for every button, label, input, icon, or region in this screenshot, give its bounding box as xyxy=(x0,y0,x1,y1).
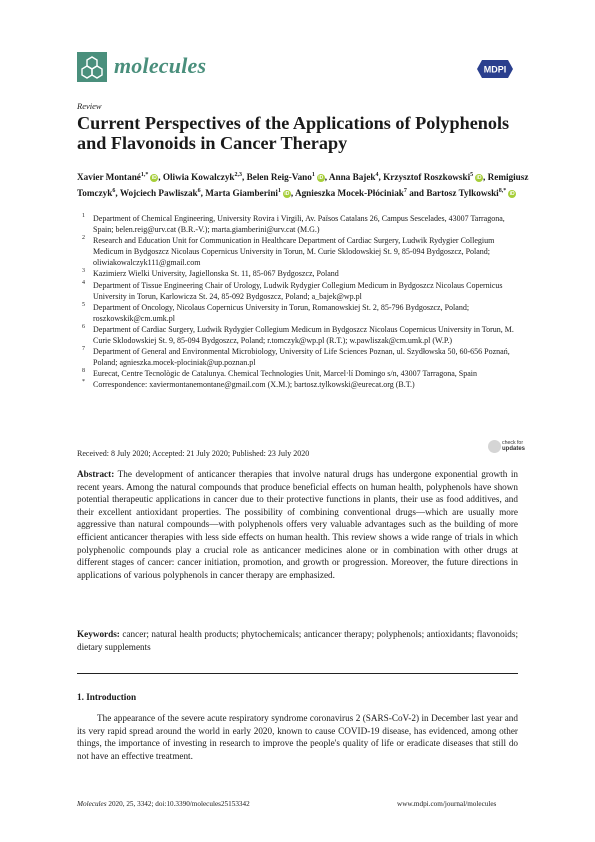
author-name: Krzysztof Roszkowski xyxy=(383,172,471,183)
affiliation-item xyxy=(77,235,517,268)
affiliation-item xyxy=(77,368,517,379)
affiliation-item xyxy=(77,346,517,368)
author-name: Anna Bajek xyxy=(328,172,376,183)
orcid-icon[interactable]: iD xyxy=(151,175,157,182)
author-affiliation-marker: 1 xyxy=(311,172,315,178)
affiliation-number: 1 xyxy=(82,213,85,219)
affiliation-text: Department of Chemical Engineering, University Rovira i Virgili, Av. Països Catalans 26, Campus Sescelades, 43007 Tarragona, Spain; belen.reig@urv.cat (B.R.-V.); marta.giamberini@urv.cat (M.G.) xyxy=(93,214,505,235)
footer-doi: 2020, 25, 3342; doi:10.3390/molecules25153342 xyxy=(106,800,250,808)
affiliation-list xyxy=(77,213,517,391)
affiliation-text: Kazimierz Wielki University, Jagiellonska St. 11, 85-067 Bydgoszcz, Poland xyxy=(93,269,339,279)
author-name: Belen Reig-Vano xyxy=(246,172,312,183)
affiliation-number: 7 xyxy=(82,346,85,353)
affiliation-text: Department of Tissue Engineering Chair of Urology, Ludwik Rydygier Collegium Medicum in Bydgoszcz Nicolaus Copernicus University in Torun, Karlowicza St. 24, 85-092 Bydgoszcz, Poland; a_bajek@wp.pl xyxy=(93,280,503,301)
author-name: Agnieszka Mocek-Płóciniak xyxy=(294,188,404,199)
author-name: Xavier Montané xyxy=(77,172,141,183)
check-updates-icon xyxy=(488,440,501,453)
author-affiliation-marker: 6 xyxy=(197,188,201,195)
affiliation-number: 3 xyxy=(82,268,85,275)
section-divider xyxy=(77,673,518,674)
affiliation-item xyxy=(77,213,517,235)
keywords-text: cancer; natural health products; phytochemicals; anticancer therapy; polyphenols; antioxidants; flavonoids; dietary supplements xyxy=(77,629,518,652)
affiliation-item xyxy=(77,268,517,279)
keywords xyxy=(77,628,518,653)
article-type: Review xyxy=(77,101,102,111)
abstract-label: Abstract: xyxy=(77,469,115,479)
check-for-updates-badge[interactable] xyxy=(488,438,526,458)
abstract xyxy=(77,468,518,581)
affiliation-text: Eurecat, Centre Tecnològic de Catalunya. Chemical Technologies Unit, Marcel·lí Domingo s/n, 43007 Tarragona, Spain xyxy=(93,369,477,379)
author-affiliation-marker: 1 xyxy=(278,188,281,195)
author-name: Bartosz Tylkowski xyxy=(426,188,499,199)
affiliation-number: 8 xyxy=(82,368,85,375)
publication-dates: Received: 8 July 2020; Accepted: 21 July 2020; Published: 23 July 2020 xyxy=(77,449,310,458)
orcid-icon[interactable]: iD xyxy=(284,191,290,198)
affiliation-number: 2 xyxy=(82,235,85,242)
orcid-icon[interactable]: iD xyxy=(318,175,324,182)
author-list: Xavier Montané$^{1,*}$ iD , Oliwia Kowalczyk$^{2,3}$, Belen Reig-Vano$^1$ iD , Anna Bajek$^4$, Krzysztof Roszkowski$^5$ iD , Remigiusz Tomczyk$^6$, Wojciech Pawliszak$^6$, Marta Giamberini$^1$ iD , Agnieszka Mocek-Płóciniak$^7$ and Bartosz Tylkowski$^{8,*}$ iD xyxy=(77,172,529,199)
orcid-icon[interactable]: iD xyxy=(509,191,515,198)
affiliation-text: Research and Education Unit for Communication in Healthcare Department of Cardiac Surgery, Ludwik Rydygier Collegium Medicum in Bydgoszcz Nicolaus Copernicus University in Torun, M. Curie Sklodowskiej St. 9, 85-094 Bydgoszcz, Poland; oliwiakowalczyk111@gmail.com xyxy=(93,236,495,268)
author-name: Remigiusz Tomczyk xyxy=(77,172,529,199)
affiliation-number: 6 xyxy=(82,323,85,330)
affiliation-text: Department of Cardiac Surgery, Ludwik Rydygier Collegium Medicum in Bydgoszcz Nicolaus Copernicus University in Torun, M. Curie Sklodowskiej St. 9, 85-094 Bydgoszcz, Poland; r.tomczyk@wp.pl (R.T.); w.pawliszak@cm.umk.pl (W.P.) xyxy=(93,324,514,346)
affiliation-text: Department of Oncology, Nicolaus Copernicus University in Torun, Romanowskiej St. 2, 85-796 Bydgoszcz, Poland; roszkowskik@cm.umk.pl xyxy=(93,302,470,323)
affiliation-text: Department of General and Environmental Microbiology, University of Life Sciences Poznan, ul. Szydłowska 50, 60-656 Poznań, Poland; agnieszka.mocek-plociniak@up.poznan.pl xyxy=(93,347,510,368)
abstract-text: The development of anticancer therapies that involve natural drugs has undergone exponential growth in recent years. Among the natural compounds that produce beneficial effects on human health, polyphenols have shown potential therapeutic applications in cancer due to their protective functions in plants, their use as food additives, and their excellent antioxidant properties. The possibility of combining conventional drugs—which are usually more aggressive than natural compounds—with polyphenols offers very valuable advantages such as the building of more efficient anticancer therapies with less side effects on human health. This review shows a wide range of trials in which polyphenolic compounds play a crucial role as anticancer medicines alone or in combination with other drugs at different stages of cancer: cancer initiation, promotion, and growth or progression. Moreover, the future directions in applications of various polyphenols in cancer therapy are emphasized. xyxy=(77,469,518,580)
affiliation-item xyxy=(77,280,517,302)
journal-logo-icon xyxy=(77,52,107,82)
author-name: Marta Giamberini xyxy=(205,188,278,199)
author-affiliation-marker: 7 xyxy=(403,188,407,195)
keywords-label: Keywords: xyxy=(77,629,120,639)
affiliation-number: * xyxy=(82,379,85,386)
journal-name: molecules xyxy=(114,53,207,78)
affiliation-item xyxy=(77,302,517,324)
section-paragraph: The appearance of the severe acute respiratory syndrome coronavirus 2 (SARS-CoV-2) in December last year and its very rapid spread around the world in early 2020, known to cause COVID-19 disease, has evidenced, among other things, the importance of investing in research to improve the people's quality of life or eradicate diseases that still do not have an effective treatment. xyxy=(77,713,518,761)
author-affiliation-marker: 6 xyxy=(112,188,116,195)
author-name: Wojciech Pawliszak xyxy=(119,188,198,199)
author-affiliation-marker: 5 xyxy=(470,172,474,178)
footer-journal: Molecules xyxy=(77,800,107,808)
footer-url[interactable]: www.mdpi.com/journal/molecules xyxy=(397,800,497,808)
orcid-icon[interactable]: iD xyxy=(476,175,482,182)
publisher-label: MDPI xyxy=(483,64,507,75)
affiliation-item xyxy=(77,324,517,346)
article-title: Current Perspectives of the Applications of Polyphenols and Flavonoids in Cancer Therapy xyxy=(77,113,510,153)
author-affiliation-marker: 8,* xyxy=(498,188,507,195)
section-heading: 1. Introduction xyxy=(77,692,137,702)
check-updates-line1: check for xyxy=(502,440,524,446)
check-updates-line2: updates xyxy=(502,446,526,452)
footer-citation xyxy=(77,800,250,808)
affiliation-number: 5 xyxy=(82,301,85,308)
mdpi-logo-icon xyxy=(476,58,514,80)
author-affiliation-marker: 4 xyxy=(375,172,379,178)
author-name: Oliwia Kowalczyk xyxy=(162,172,235,183)
author-affiliation-marker: 1,* xyxy=(140,172,149,178)
affiliation-number: 4 xyxy=(82,279,85,286)
affiliation-item xyxy=(77,379,517,390)
author-affiliation-marker: 2,3 xyxy=(234,172,243,178)
affiliation-text: Correspondence: xaviermontanemontane@gmail.com (X.M.); bartosz.tylkowski@eurecat.org (B.T.) xyxy=(93,380,415,390)
